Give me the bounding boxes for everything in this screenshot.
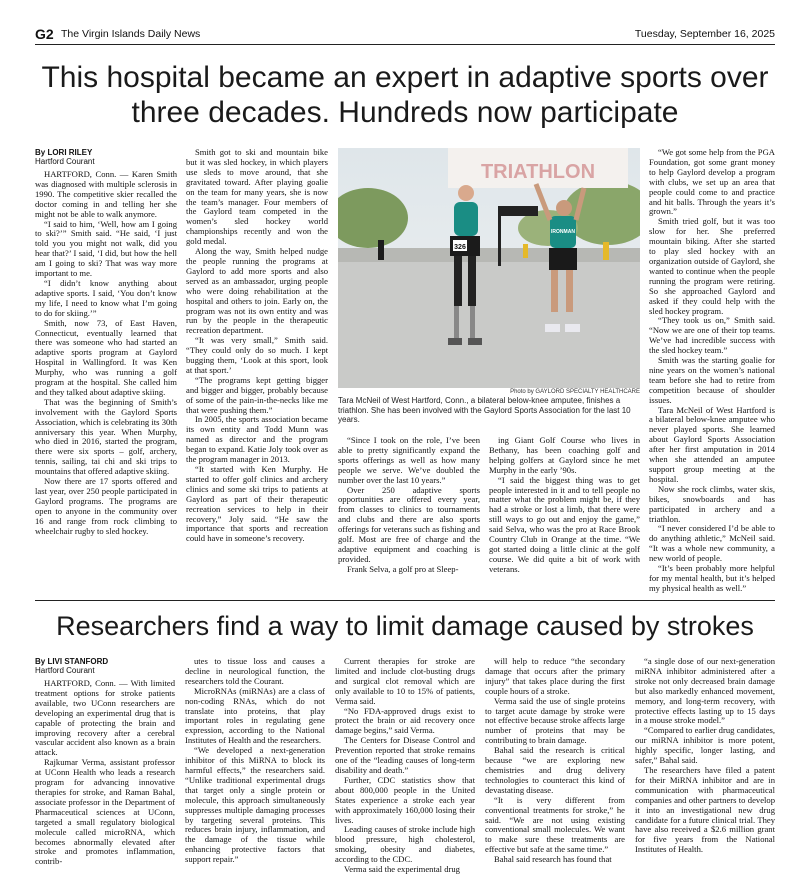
paragraph: Current therapies for stroke are limited and include clot-busting drugs and surgical clot removal which are only available to 10 to 15% of patients, Verma said. [335, 656, 475, 706]
banner-sign-text: TRIATHLON [480, 161, 596, 183]
story-divider [35, 600, 775, 601]
masthead [35, 26, 775, 42]
paragraph: Tara McNeil of West Hartford is a bilateral below-knee amputee who never played sports. She learned about Gaylord Sports Association after her first amputation in 2014 when she attended an amputee support group meeting at the hospital. [649, 404, 775, 484]
paragraph: “I said the biggest thing was to get people interested in it and to tell people no matter what the problem might be, if they had a stroke or lost a limb, that there were still ways to go out and enjoy the game,” said Selva, who was the pro at Race Brook Country Club in Orange at the time. “We got started doing a little clinic at the golf course. We did quite a bit of work with veterans. [489, 474, 640, 574]
paragraph: “I never considered I’d be able to do anything athletic,” McNeil said. “It was a whole new community, a new world of people. [649, 523, 775, 564]
story1-column-4 [489, 436, 640, 575]
triathlon-photo-illustration [338, 148, 640, 388]
paragraph: Smith was the starting goalie for nine years on the women’s national team before she had to retire from competition because of shoulder issues. [649, 355, 775, 405]
paragraph: That was the beginning of Smith’s involvement with the Gaylord Sports Association, which is celebrating its 30th anniversary this year. When Murphy, who died in 2016, started the program, there were six sports – golf, archery, tennis, sailing, tai chi and ski trips to mountains that offered adaptive skiing. [35, 396, 177, 477]
paragraph: Now there are 17 sports offered and last year, over 250 people participated in Gaylord programs. The programs are open to anyone in the community over 16 and range from rock climbing to wheelchair rugby to sled hockey. [35, 476, 177, 536]
paragraph: Leading causes of stroke include high blood pressure, high cholesterol, smoking, obesity and diabetes, according to the CDC. [335, 824, 475, 865]
paper-name: The Virgin Islands Daily News [61, 28, 201, 40]
issue-date: Tuesday, September 16, 2025 [634, 28, 775, 40]
paragraph: “I didn’t know anything about adaptive sports. I said, ‘You don’t know my life, I need to know what I’m going to do for skiing.’” [35, 277, 177, 318]
paragraph: In 2005, the sports association became its own entity and Todd Munn was named as director and the program began to expand. Katie Joly took over as the program manager in 2013. [186, 414, 328, 465]
runner-bib-number: 326 [454, 244, 466, 251]
paragraph: Further, CDC statistics show that about 800,000 people in the United States experience a stroke each year with approximately 160,000 losing their lives. [335, 774, 475, 825]
paragraph: ing Giant Golf Course who lives in Bethany, has been coaching golf and helping golfers at Gaylord since he met Murphy in the early ’90s. [489, 435, 640, 475]
paragraph: Over 250 adaptive sports opportunities are offered every year, from classes to clinics to tournaments and clubs and there are also sports offerings for veterans such as fishing and golf. Most are free of charge and the adaptive equipment and coaching is provided. [338, 484, 480, 564]
paragraph: “a single dose of our next-generation miRNA inhibitor administered after a stroke not only decreased brain damage but also markedly enhanced movement, memory, and long-term recovery, with protective effects lasting up to 15 days in a mouse stroke model.” [635, 656, 775, 726]
paragraph: Bahal said research has found that [494, 854, 612, 865]
paragraph: The researchers have filed a patent for their MiRNA inhibitor and are in communication with pharmaceutical companies and other partners to develop it into an investigational new drug candidate for a future clinical trial. They have also received a $2.6 million grant for five years from the National Institutes of Health. [635, 764, 775, 855]
paragraph: Smith tried golf, but it was too slow for her. She preferred mountain biking. After she started to play sled hockey with an organization outside of Gaylord, she wanted to continue when the people running the program were retiring. So she approached Gaylord and asked if they could help with the sled hockey program. [649, 216, 775, 316]
paragraph: “We developed a next-generation inhibitor of this MiRNA to block its harmful effects,” the researchers said. “Unlike traditional experimental drugs that target only a single protein or molecule, this approach simultaneously suppresses multiple damaging processes by targeting several proteins. This reduces brain injury, inflammation, and the damage of the tissue while enhancing protective factors that support repair.” [185, 745, 325, 865]
triathlon-photo [338, 148, 640, 388]
paragraph: “We got some help from the PGA Foundation, got some grant money to help Gaylord develop a program with clubs, we set up an area that people could come to and practice and hit balls. Through the years it’s grown.” [649, 147, 775, 217]
paragraph: Frank Selva, a golf pro at Sleep- [347, 563, 459, 574]
story2-column-4 [485, 657, 625, 865]
paragraph: will help to reduce “the secondary damage that occurs after the primary injury” that takes place during the first couple hours of a stroke. [485, 656, 625, 696]
paragraph: “It’s been probably more helpful for my mental health, but it’s helped my physical health as well.” [649, 563, 775, 593]
paragraph: Bahal said the research is critical because “we are exploring new chemistries and drug delivery technologies to counteract this kind of devastating disease. [485, 745, 625, 795]
paragraph: “It was very small,” Smith said. “They could only do so much. I kept bugging them, ‘Look at this sport, look at that sport.’ [186, 335, 328, 375]
story2-column-1 [35, 657, 175, 867]
paragraph: “It is very different from conventional treatments for stroke,” he said. “We are not using existing conventional small molecules. We want to make sure these treatments are effective but safe at the same time.” [485, 794, 625, 855]
story2-column-3 [335, 657, 475, 875]
photo-credit: Photo by GAYLORD SPECIALTY HEALTHCARE [510, 389, 640, 395]
story1-byline: By LORI RILEY [35, 148, 93, 157]
paragraph: HARTFORD, Conn. — With limited treatment options for stroke patients available, two UConn researchers are developing an experimental drug that is capable of protecting the brain and improving recovery after a cerebral vascular accident also known as a brain attack. [35, 678, 175, 758]
story2-organization: Hartford Courant [35, 666, 95, 675]
paragraph: Along the way, Smith helped nudge the people running the programs at Gaylord to add more sports and also served as an ambassador, urging people who were doing rehabilitation at the hospital and others to join. Early on, the program was not its own entity and was run by the people in the therapeutic recreation department. [186, 246, 328, 336]
paragraph: HARTFORD, Conn. — Karen Smith was diagnosed with multiple sclerosis in 1990. The competitive skier recalled the doctor coming in and telling her she might not be able to walk anymore. [35, 169, 177, 219]
paragraph: “It started with Ken Murphy. He started to offer golf clinics and archery clinics and some ski trips to patients at Gaylord as part of their therapeutic recreation services to help in their recovery,” Joly said. “He saw the importance that sports and recreation could have in someone’s recovery. [186, 464, 328, 544]
paragraph: “The programs kept getting bigger and bigger and bigger, probably because of some of the pain-in-the-necks like me that were pushing them.” [186, 374, 328, 415]
story1-column-2 [186, 148, 328, 544]
paragraph: utes to tissue loss and causes a decline in neurological function, the researchers told the Courant. [185, 656, 325, 686]
story2-column-2 [185, 657, 325, 865]
paragraph: Rajkumar Verma, assistant professor at UConn Health who leads a research program for advancing innovative therapies for stroke, and Raman Bahal, associate professor in the Department of Pharmaceutical sciences at UConn, targeted a small regulatory biological molecule called microRNA, which becomes abnormally elevated after stroke and promotes inflammation, contrib- [35, 757, 175, 867]
story1-column-5 [649, 148, 775, 594]
paragraph: Smith, now 73, of East Haven, Connecticut, eventually learned that there was someone who had started an adaptive sports program at Gaylord Hospital in Wallingford. It was Ken Murphy, who was running a golf program at the hospital. She called him and they talked about adaptive skiing. [35, 317, 177, 397]
paragraph: Smith got to ski and mountain bike but it was sled hockey, in which players use sleds to move around, that she gravitated toward. After playing goalie on the team for many years, she is now the team’s manager. Four members of the Gaylord team competed in the women’s sled hockey world championships recently and won the gold medal. [186, 147, 328, 247]
paragraph: Verma said the use of single proteins to target acute damage by stroke were not effective because stroke affects large number of proteins that may be contributing to brain damage. [485, 695, 625, 746]
paragraph: “I said to him, ‘Well, how am I going to ski?’” Smith said. “He said, ‘I just told you you might not walk, did you hear that?’ I said, ‘I did, but how the hell am I going to ski? That was way more important to me. [35, 218, 177, 279]
story2-byline: By LIVI STANFORD [35, 657, 109, 666]
paragraph: Verma said the experimental drug [344, 864, 460, 875]
paragraph: “They took us on,” Smith said. “Now we are one of their top teams. We’ve had incredible success with the sled hockey team.” [649, 315, 775, 356]
story1-headline: This hospital became an expert in adaptive sports over three decades. Hundreds now participate [41, 61, 769, 129]
paragraph: “No FDA-approved drugs exist to protect the brain or aid recovery once damage begins,” said Verma. [335, 705, 475, 736]
story2-headline: Researchers find a way to limit damage caused by strokes [56, 611, 754, 641]
photo-caption: Tara McNeil of West Hartford, Conn., a bilateral below-knee amputee, finishes a triathlon. She has been involved with the Gaylord Sports Association for the last 10 years. [338, 396, 631, 424]
paragraph: MicroRNAs (miRNAs) are a class of non-coding RNAs, which do not translate into proteins, that play important roles in regulating gene expression, according to the National Institutes of Health and the researchers. [185, 685, 325, 746]
story1-organization: Hartford Courant [35, 157, 95, 166]
story2-column-5 [635, 657, 775, 855]
story1-column-1 [35, 148, 177, 537]
masthead-rule [35, 44, 775, 45]
story1-column-3 [338, 436, 480, 575]
paragraph: “Compared to earlier drug candidates, our miRNA inhibitor is more potent, highly specific, longer lasting, and safer,” Bahal said. [635, 725, 776, 766]
paragraph: The Centers for Disease Control and Prevention reported that stroke remains one of the “leading causes of long-term disability and death.” [335, 735, 475, 775]
paragraph: “Since I took on the role, I’ve been able to pretty significantly expand the sports offerings as well as how many people we serve. We’ve doubled the number over the last 10 years.” [338, 435, 480, 485]
paragraph: Now she rock climbs, water skis, bikes, snowboards and has participated in archery and a triathlon. [649, 483, 775, 524]
page-number: G2 [35, 26, 54, 42]
runner-shirt-text: IRONMAN [551, 229, 575, 235]
